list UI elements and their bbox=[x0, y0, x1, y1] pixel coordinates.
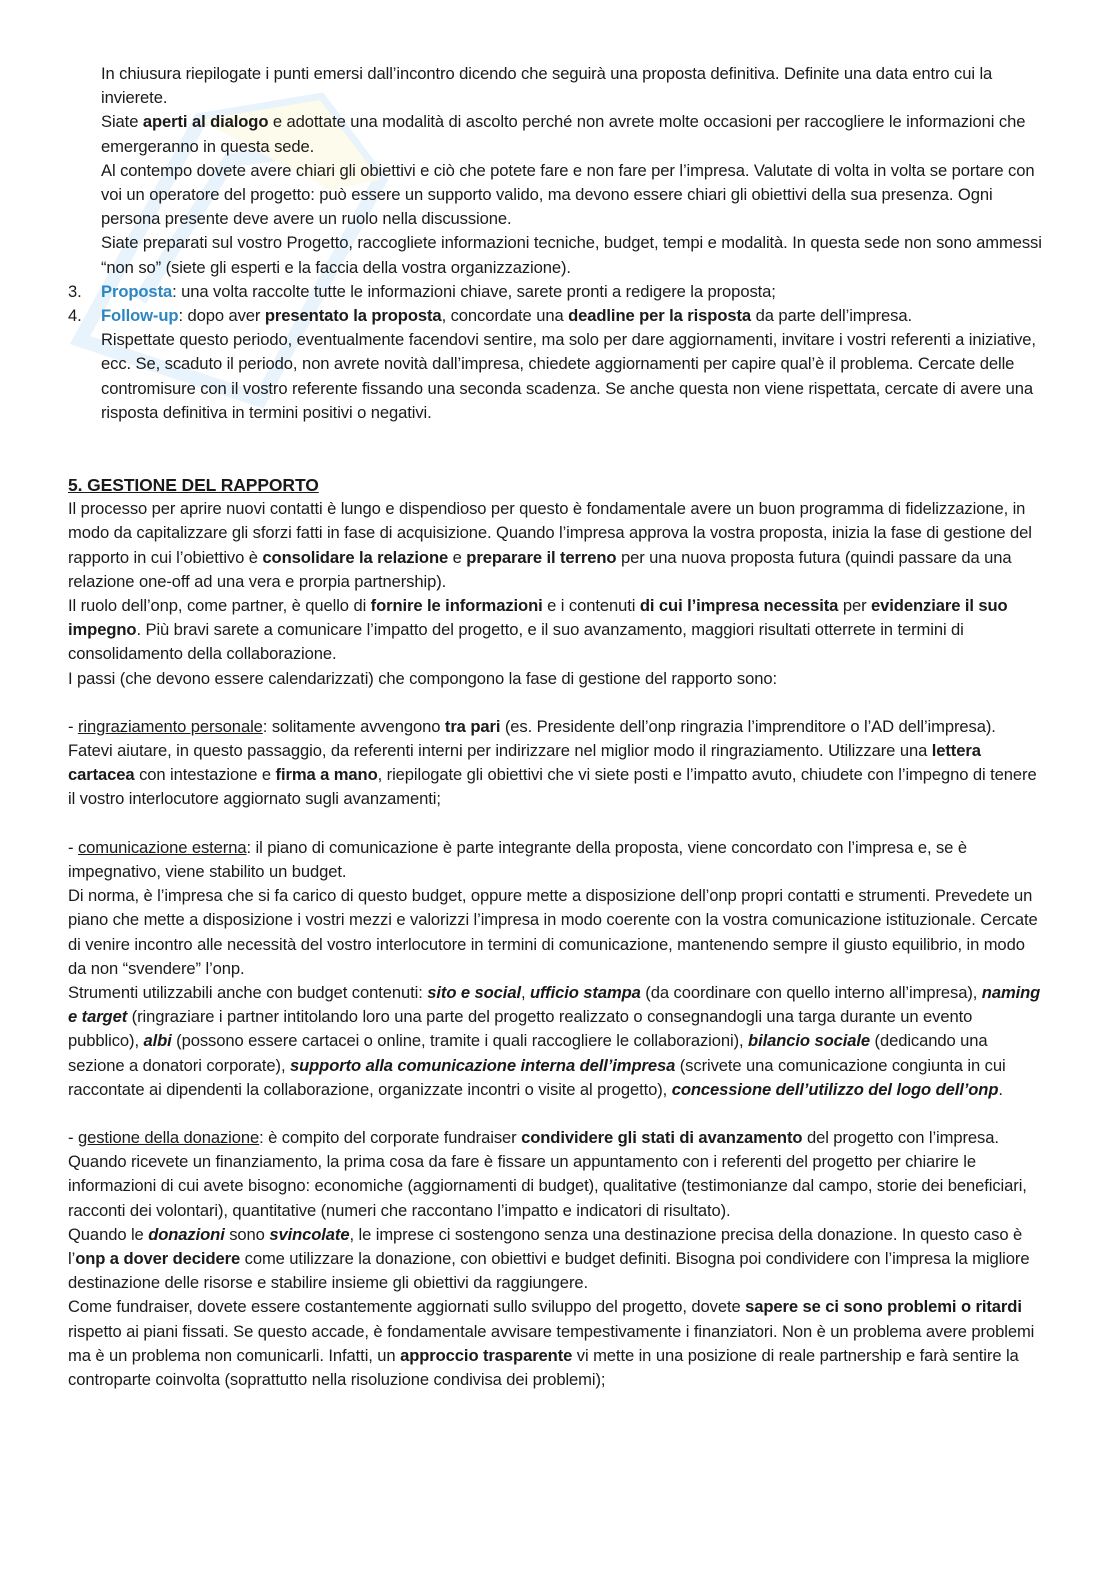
comunicazione-paragraph-1: - comunicazione esterna: il piano di comunicazione è parte integrante della proposta, viene concordato con l’impresa e, se è impegnativo, viene stabilito un budget. bbox=[68, 837, 967, 881]
section-paragraph-2: Il ruolo dell’onp, come partner, è quello di fornire le informazioni e i contenuti di cui l’impresa necessita per evidenziare il suo impegno. Più bravi sarete a comunicare l’impatto del progetto, e il suo avanzamento, maggiori risultati otterrete in termini di consolidamento della collaborazione. bbox=[68, 596, 1008, 664]
intro-paragraph-3: Al contempo dovete avere chiari gli obiettivi e ciò che potete fare e non fare per l’impresa. Valutate di volta in volta se portare con voi un operatore del progetto: può essere un supporto valido, ma devono essere chiari gli obiettivi della sua presenza. Ogni persona presente deve avere un ruolo nella discussione. bbox=[101, 160, 1035, 229]
list-item-proposta: 3. Proposta: una volta raccolte tutte le informazioni chiave, sarete pronti a redigere la proposta; bbox=[68, 281, 776, 301]
document-page bbox=[68, 62, 1043, 1392]
list-item-follow-up: 4. Follow-up: dopo aver presentato la proposta, concordate una deadline per la risposta da parte dell’impresa. bbox=[68, 306, 913, 326]
intro-paragraph-4: Siate preparati sul vostro Progetto, raccogliete informazioni tecniche, budget, tempi e modalità. In questa sede non sono ammessi “non so” (siete gli esperti e la faccia della vostra organizzazione). bbox=[101, 233, 1042, 277]
donazione-paragraph-2: Quando le donazioni sono svincolate, le imprese ci sostengono senza una destinazione precisa della donazione. In questo caso è l’onp a dover decidere come utilizzare la donazione, con obiettivi e budget definiti. Bisogna poi condividere con l’impresa la migliore destinazione delle risorse e stabilire insieme gli obiettivi da raggiungere. bbox=[68, 1224, 1030, 1293]
donazione-paragraph-1: - gestione della donazione: è compito del corporate fundraiser condividere gli stati di avanzamento del progetto con l’impresa. Quando ricevete un finanziamento, la prima cosa da fare è fissare un appuntamento con i referenti del progetto per chiarire le informazioni di cui avete bisogno: economiche (aggiornamenti di budget), qualitative (testimonianze dal campo, storie dei beneficiari, racconti dei volontari), quantitative (numeri che raccontano l’impatto e indicatori di risultato). bbox=[68, 1127, 1027, 1220]
intro-paragraph-1: In chiusura riepilogate i punti emersi dall’incontro dicendo che seguirà una proposta definitiva. Definite una data entro cui la invierete. bbox=[101, 64, 993, 108]
section-title: 5. GESTIONE DEL RAPPORTO bbox=[68, 475, 319, 496]
donazione-paragraph-3: Come fundraiser, dovete essere costantemente aggiornati sullo sviluppo del progetto, dovete sapere se ci sono problemi o ritardi rispetto ai piani fissati. Se questo accade, è fondamentale avvisare tempestivamente i finanziatori. Non è un problema avere problemi ma è un problema non comunicarli. Infatti, un approccio trasparente vi mette in una posizione di reale partnership e farà sentire la controparte coinvolta (soprattutto nella risoluzione condivisa dei problemi); bbox=[68, 1297, 1035, 1389]
follow-up-details: Rispettate questo periodo, eventualmente facendovi sentire, ma solo per dare aggiornamenti, invitare i vostri referenti a iniziative, ecc. Se, scaduto il periodo, non avrete novità dall’impresa, chiedete aggiornamenti per capire qual’è il problema. Cercate delle contromisure con il vostro referente fissando una seconda scadenza. Se anche questa non viene rispettata, cercate di avere una risposta definitiva in termini positivi o negativi. bbox=[101, 330, 1036, 422]
section-paragraph-3: I passi (che devono essere calendarizzati) che compongono la fase di gestione del rapporto sono: bbox=[68, 668, 777, 688]
ringraziamento-paragraph: - ringraziamento personale: solitamente avvengono tra pari (es. Presidente dell’onp ringrazia l’imprenditore o l’AD dell’impresa). Fatevi aiutare, in questo passaggio, da referenti interni per indirizzare nel miglior modo il ringraziamento. Utilizzare una lettera cartacea con intestazione e firma a mano, riepilogate gli obiettivi che vi siete posti e l’impatto avuto, chiudete con l’impegno di tenere il vostro interlocutore aggiornato sugli avanzamenti; bbox=[68, 716, 1037, 809]
intro-paragraph-2: Siate aperti al dialogo e adottate una modalità di ascolto perché non avrete molte occasioni per raccogliere le informazioni che emergeranno in questa sede. bbox=[101, 112, 1026, 156]
section-paragraph-1: Il processo per aprire nuovi contatti è lungo e dispendioso per questo è fondamentale avere un buon programma di fidelizzazione, in modo da capitalizzare gli sforzi fatti in fase di acquisizione. Quando l’impresa approva la vostra proposta, inizia la fase di gestione del rapporto in cui l’obiettivo è consolidare la relazione e preparare il terreno per una nuova proposta futura (quindi passare da una relazione one-off ad una vera e prorpia partnership). bbox=[68, 499, 1032, 591]
comunicazione-paragraph-2: Di norma, è l’impresa che si fa carico di questo budget, oppure mette a disposizione dell’onp propri contatti e strumenti. Prevedete un piano che mette a disposizione i vostri mezzi e valorizzi l’impresa in modo coerente con la vostra comunicazione istituzionale. Cercate di venire incontro alle necessità del vostro interlocutore in termini di comunicazione, mantenendo sempre il giusto equilibrio, in modo da non “svendere” l’onp. bbox=[68, 886, 1038, 978]
comunicazione-tools-paragraph: Strumenti utilizzabili anche con budget contenuti: sito e social, ufficio stampa (da coordinare con quello interno all’impresa), naming e target (ringraziare i partner intitolando loro una parte del progetto realizzato o consegnandogli una targa durante un evento pubblico), albi (possono essere cartacei o online, tramite i quali raccogliere le collaborazioni), bilancio sociale (dedicando una sezione a donatori corporate), supporto alla comunicazione interna dell’impresa (scrivete una comunicazione congiunta in cui raccontate ai dipendenti la collaborazione, organizzate incontri o visite al progetto), concessione dell’utilizzo del logo dell’onp. bbox=[68, 982, 1041, 1099]
